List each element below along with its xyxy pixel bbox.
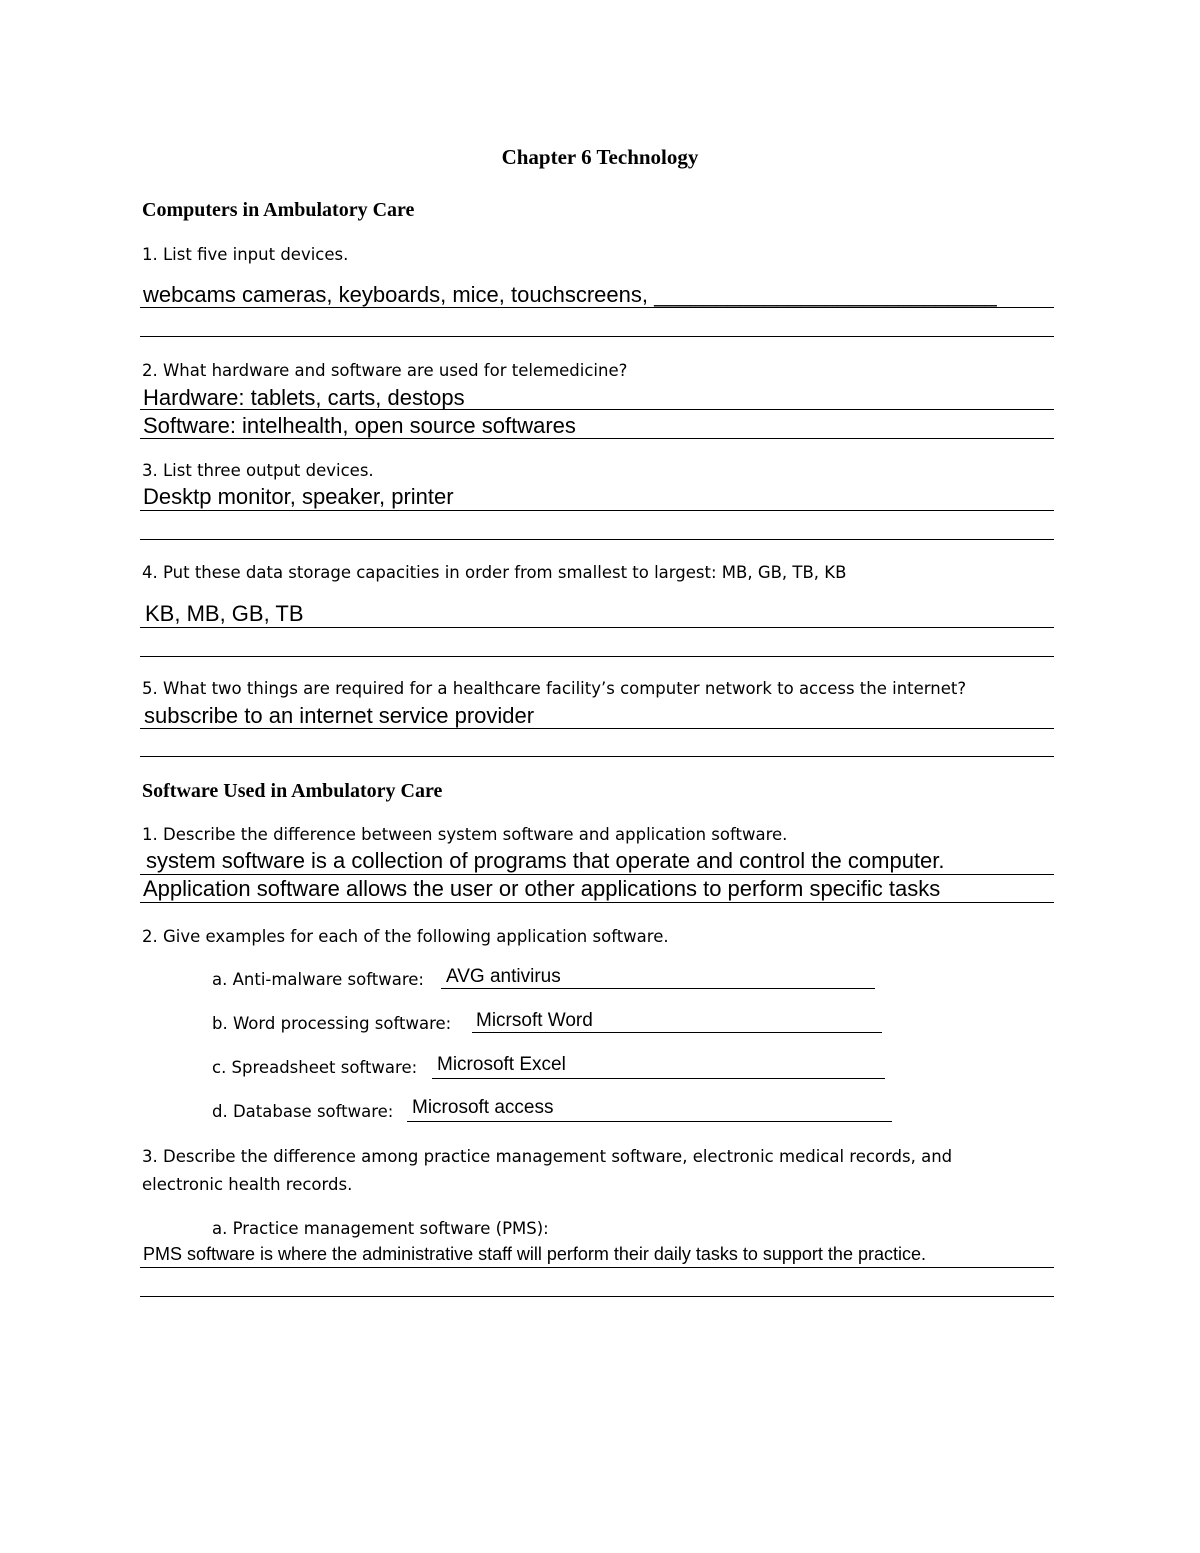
answer-line xyxy=(140,1267,1054,1268)
question-4-prompt: 4. Put these data storage capacities in order from smallest to largest: MB, GB, TB, KB xyxy=(142,563,847,582)
answer-line xyxy=(140,409,1054,410)
answer-line xyxy=(140,307,1054,308)
question-3-prompt: 3. List three output devices. xyxy=(142,461,374,480)
answer-line xyxy=(432,1078,885,1079)
question-4-answer[interactable]: KB, MB, GB, TB xyxy=(145,601,304,626)
software-question-1-answer-system[interactable]: system software is a collection of programs that operate and control the computer. xyxy=(146,848,945,873)
answer-line xyxy=(140,656,1054,657)
anti-malware-label: a. Anti-malware software: xyxy=(212,970,424,989)
pms-label: a. Practice management software (PMS): xyxy=(212,1219,549,1238)
question-2-prompt: 2. What hardware and software are used for telemedicine? xyxy=(142,361,628,380)
section-heading-computers: Computers in Ambulatory Care xyxy=(142,199,415,221)
question-1-prompt: 1. List five input devices. xyxy=(142,245,349,264)
question-3-answer[interactable]: Desktp monitor, speaker, printer xyxy=(143,484,454,509)
answer-line xyxy=(140,627,1054,628)
software-question-2-prompt: 2. Give examples for each of the following application software. xyxy=(142,927,669,946)
answer-line xyxy=(140,1296,1054,1297)
answer-line xyxy=(472,1032,882,1033)
word-processing-answer[interactable]: Micrsoft Word xyxy=(476,1010,593,1031)
software-question-3-prompt-continued: electronic health records. xyxy=(142,1175,353,1194)
anti-malware-answer[interactable]: AVG antivirus xyxy=(446,966,561,987)
question-2-answer-software[interactable]: Software: intelhealth, open source softwares xyxy=(143,413,576,438)
software-question-3-prompt: 3. Describe the difference among practice management software, electronic medical records, and xyxy=(142,1147,953,1166)
answer-line xyxy=(407,1121,892,1122)
answer-line xyxy=(441,988,875,989)
software-question-1-answer-application[interactable]: Application software allows the user or other applications to perform specific tasks xyxy=(143,876,941,901)
pms-answer[interactable]: PMS software is where the administrative staff will perform their daily tasks to support the practice. xyxy=(143,1244,926,1264)
spreadsheet-label: c. Spreadsheet software: xyxy=(212,1058,418,1077)
answer-line xyxy=(140,874,1054,875)
answer-line xyxy=(140,336,1054,337)
spreadsheet-answer[interactable]: Microsoft Excel xyxy=(437,1054,566,1075)
database-answer[interactable]: Microsoft access xyxy=(412,1097,554,1118)
question-5-answer[interactable]: subscribe to an internet service provider xyxy=(144,703,535,728)
word-processing-label: b. Word processing software: xyxy=(212,1014,452,1033)
answer-line xyxy=(140,902,1054,903)
section-heading-software: Software Used in Ambulatory Care xyxy=(142,780,443,802)
answer-line xyxy=(140,539,1054,540)
question-1-answer[interactable]: webcams cameras, keyboards, mice, touchscreens, ____________________________ xyxy=(143,282,997,307)
database-label: d. Database software: xyxy=(212,1102,394,1121)
software-question-1-prompt: 1. Describe the difference between system software and application software. xyxy=(142,825,788,844)
answer-line xyxy=(140,756,1054,757)
answer-line xyxy=(140,438,1054,439)
answer-line xyxy=(140,510,1054,511)
question-5-prompt: 5. What two things are required for a healthcare facility’s computer network to access the internet? xyxy=(142,679,967,698)
answer-line xyxy=(140,728,1054,729)
question-2-answer-hardware[interactable]: Hardware: tablets, carts, destops xyxy=(143,385,465,410)
page-title: Chapter 6 Technology xyxy=(501,145,699,169)
